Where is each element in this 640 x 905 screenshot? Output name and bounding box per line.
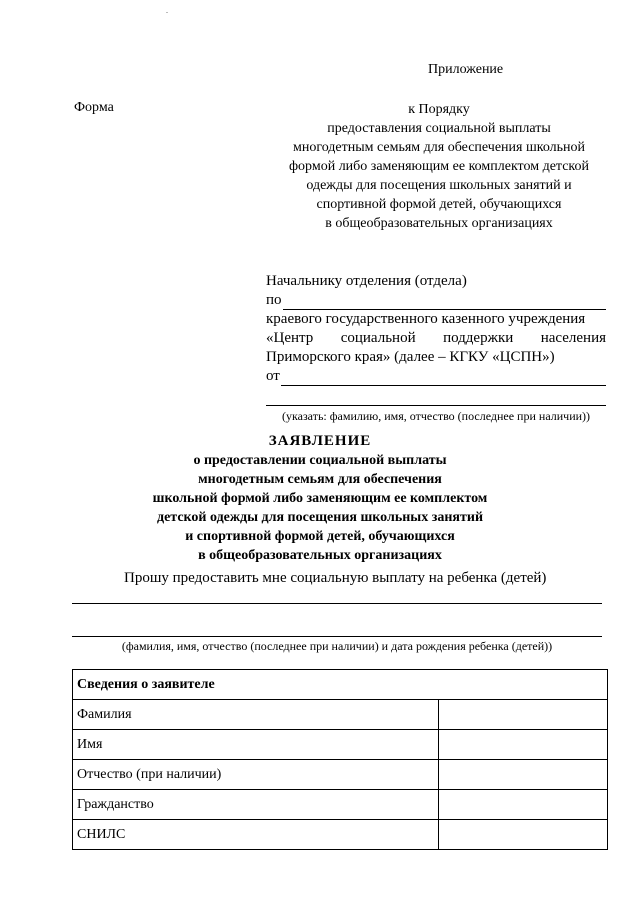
order-line: многодетным семьям для обеспечения школьной (292, 140, 586, 155)
table-row (73, 730, 608, 760)
form-label: Форма (74, 100, 114, 115)
statement-subtitle-line: детской одежды для посещения школьных занятий (156, 510, 484, 525)
addressee-ot-row (266, 367, 606, 386)
row-label-surname: Фамилия (73, 700, 439, 730)
addressee-head: Начальнику отделения (отдела) (266, 273, 467, 289)
statement-heading: ЗАЯВЛЕНИЕ (268, 433, 372, 449)
addressee-institution: краевого государственного казенного учреждения (266, 311, 586, 327)
addressee-po-field[interactable] (283, 295, 606, 310)
row-label-name: Имя (73, 730, 439, 760)
statement-subtitle-line: в общеобразовательных организациях (198, 548, 442, 563)
order-line: предоставления социальной выплаты (327, 121, 551, 136)
table-row (73, 820, 608, 850)
addressee-region: Приморского края» (далее – КГКУ «ЦСПН») (266, 349, 555, 365)
applicant-name-field[interactable] (266, 390, 606, 406)
statement-subtitle-line: многодетным семьям для обеспечения (198, 472, 442, 487)
row-label-citizenship: Гражданство (73, 790, 439, 820)
addressee-ot-label: от (266, 368, 280, 384)
order-line: формой либо заменяющим ее комплектом детской (288, 159, 590, 174)
table-header-row (73, 670, 608, 700)
child-info-field-1[interactable] (72, 603, 602, 604)
addressee-po-row (266, 291, 606, 310)
statement-subtitle-line: о предоставлении социальной выплаты (193, 453, 447, 468)
applicant-info-table (72, 669, 608, 850)
table-row (73, 700, 608, 730)
addressee-center-line (266, 329, 606, 348)
appendix-label: Приложение (428, 62, 504, 77)
order-line: одежды для посещения школьных занятий и (306, 178, 572, 193)
order-reference (270, 100, 608, 233)
statement-title (120, 432, 520, 565)
row-value-patronymic[interactable] (439, 760, 608, 790)
applicant-name-hint: (указать: фамилию, имя, отчество (последнее при наличии)) (281, 409, 591, 423)
table-row (73, 790, 608, 820)
addressee-po-label: по (266, 292, 282, 308)
request-text: Прошу предоставить мне социальную выплату на ребенка (детей) (124, 570, 547, 586)
scan-speck (166, 12, 168, 13)
table-row (73, 760, 608, 790)
center-word: социальной (340, 330, 416, 346)
row-value-surname[interactable] (439, 700, 608, 730)
child-info-hint: (фамилия, имя, отчество (последнее при наличии) и дата рождения ребенка (детей)) (121, 639, 553, 653)
table-header: Сведения о заявителе (73, 670, 608, 700)
order-line: спортивной формой детей, обучающихся (316, 197, 562, 212)
statement-subtitle-line: и спортивной формой детей, обучающихся (185, 529, 455, 544)
addressee-ot-field[interactable] (281, 371, 606, 386)
row-value-snils[interactable] (439, 820, 608, 850)
child-info-field-2[interactable] (72, 636, 602, 637)
order-line: к Порядку (408, 102, 470, 117)
row-value-citizenship[interactable] (439, 790, 608, 820)
row-label-patronymic: Отчество (при наличии) (73, 760, 439, 790)
row-value-name[interactable] (439, 730, 608, 760)
row-label-snils: СНИЛС (73, 820, 439, 850)
center-word: поддержки (443, 330, 514, 346)
center-word: населения (540, 330, 606, 346)
order-line: в общеобразовательных организациях (325, 216, 553, 231)
statement-subtitle-line: школьной формой либо заменяющим ее комплектом (152, 491, 488, 506)
addressee-block (266, 272, 606, 426)
center-word: «Центр (266, 330, 314, 346)
